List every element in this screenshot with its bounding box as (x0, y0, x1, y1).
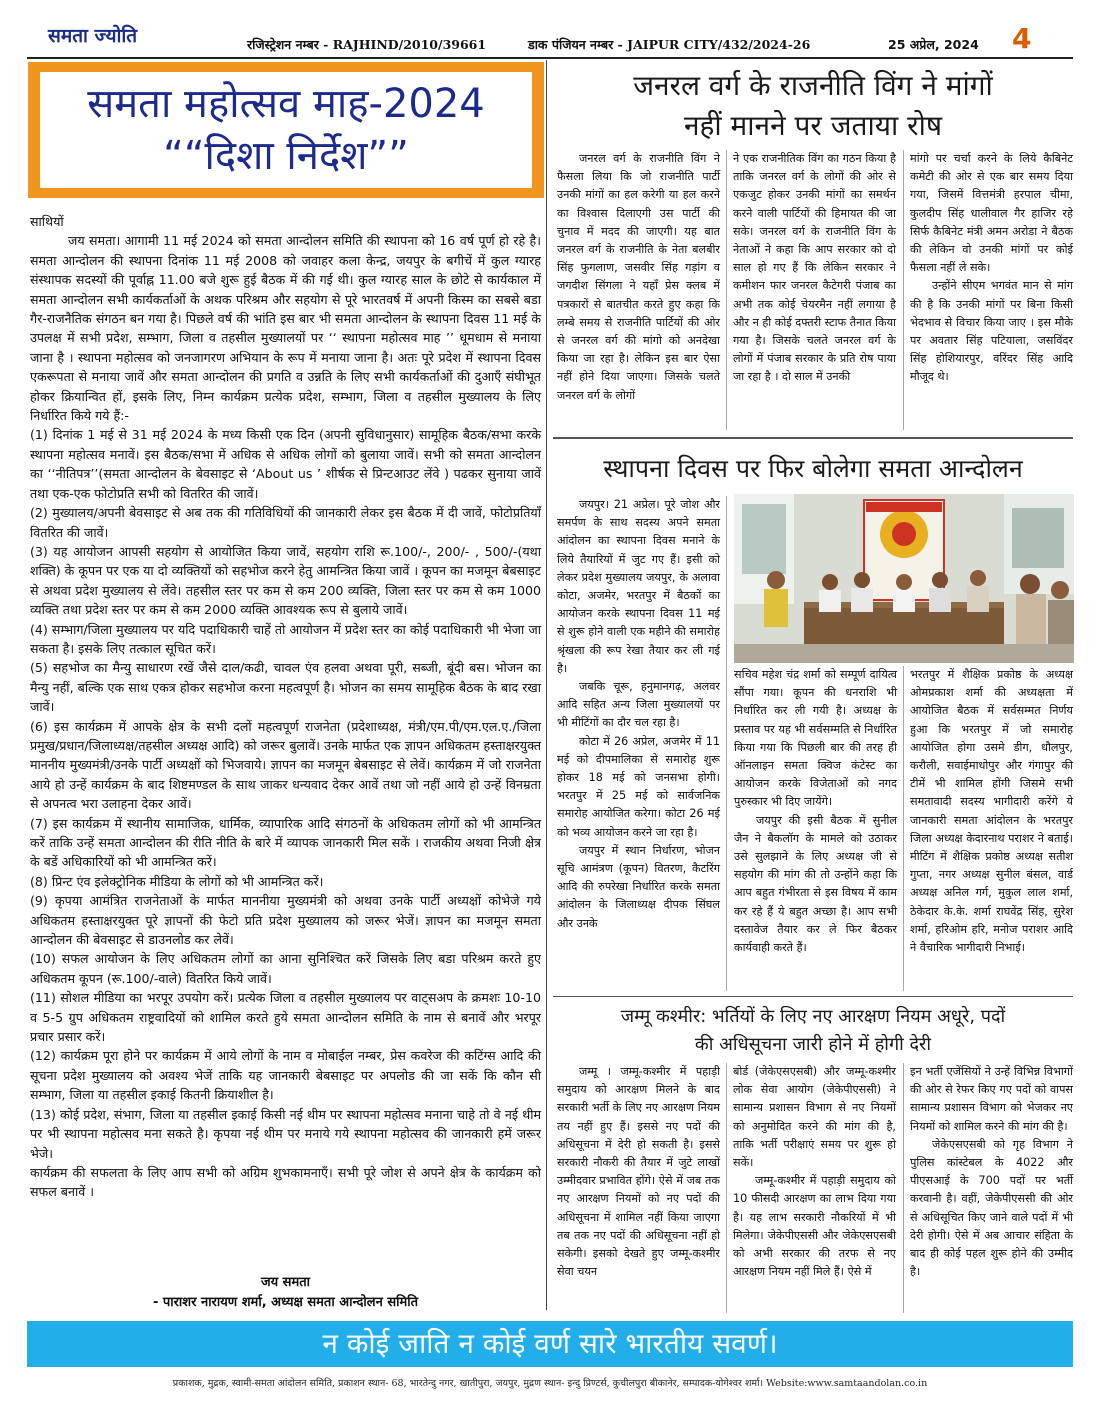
signoff-author: - पाराशर नारायण शर्मा, अध्यक्ष समता आन्दोलन समिति (152, 1295, 419, 1310)
column-separator (726, 1063, 727, 1313)
point-4: (4) सम्भाग/जिला मुख्यालय पर यदि पदाधिकारी चाहें तो आयोजन में प्रदेश स्तर का कोई पदाधिकारी भी भेजा जा सकता है। इसके लिए तत्काल सूचित करें। (30, 621, 541, 656)
article1-col2 (733, 150, 896, 387)
article1-col2-text: ने एक राजनीतिक विंग का गठन किया है ताकि जनरल वर्ग के लोगों की ओर से एकजुट होकर उनकी मांगों का समर्थन करने वाली पार्टियों की हिमायत की जा सके। जनरल वर्ग के राजनीति विंग के नेताओं ने कहा कि आप सरकार को दो साल हो गए हैं कि लेकिन सरकार ने कमीशन फार जनरल कैटेगरी पंजाब का अभी तक कोई चेयरमैन नहीं लगाया है और न ही कोई दफ्तरी स्टाफ तैनात किया गया है। जिसके चलते जनरल वर्ग के लोगों में पंजाब सरकार के प्रति रोष पाया जा रहा है । दो साल में उनकी (733, 152, 897, 384)
point-12: (12) कार्यक्रम पूरा होने पर कार्यक्रम में आये लोगों के नाम व मोबाईल नम्बर, प्रेस कवरेज की कटिंग्स आदि की सूचना प्रदेश मुख्यालय को अवश्य भेजें ताकि यह जानकारी बेबसाइट पर अपलोड की जा सकें कि कौन सी सम्भाग, जिला या तहसील इकाई कितनी क्रियाशील है। (30, 1048, 541, 1103)
article1-col3-text-2: उन्होंने सीएम भगवंत मान से मांग की है कि उनकी मांगों पर बिना किसी भेदभाव से विचार किया जाए । इस मौके पर अवतार सिंह पटियाला, जसविंदर सिंह होशियारपुर, वरिंदर सिंह आदि मौजूद थे। (910, 279, 1073, 384)
postal-registration: डाक पंजियन नम्बर - JAIPUR CITY/432/2024-26 (528, 37, 811, 52)
article3-col2-text-2: जम्मू-कश्मीर में पहाड़ी समुदाय को 10 फीसदी आरक्षण का लाभ दिया गया है। यह लाभ सरकारी नौकरियों में भी मिलेगा। जेकेपीएससी और जेकेएसएसबी को अभी सरकार की तरफ से नए आरक्षण नियम नहीं मिले हैं। ऐसे में (733, 1174, 896, 1279)
article2-col3 (910, 666, 1073, 957)
article3-col1-text: जम्मू । जम्मू-कश्मीर में पहाड़ी समुदाय को आरक्षण मिलने के बाद सरकारी भर्ती के लिए नए आरक्षण नियम तय नहीं हुए हैं। इससे नए पदों की अधिसूचना में देरी हो सकती है। इससे सरकारी नौकरी की तैयार में जुटे लाखों उम्मीदवार प्रभावित होंगे। ऐसे में जब तक नए आरक्षण नियमों को नए पदों की अधिसूचना में शामिल नहीं किया जाएगा तब तक नए पदों की अधिसूचना नहीं हो सकेगी। इसको देखते हुए जम्मू-कश्मीर सेवा चयन (557, 1065, 720, 1279)
article2-col1-text-2: जबकि चूरू, हनुमानगढ़, अलवर आदि सहित अन्य जिला मुख्यालयों पर भी मीटिंगों का दौर चल रहा है। (557, 680, 720, 730)
article3-col3 (910, 1063, 1073, 1281)
article3-headline-line1: जम्मू कश्मीर: भर्तियों के लिए नए आरक्षण नियम अधूरे, पदों (620, 1006, 1006, 1027)
column-separator (726, 150, 727, 430)
point-1: (1) दिनांक 1 मई से 31 मई 2024 के मध्य किसी एक दिन (अपनी सुविधानुसार) सामूहिक बैठक/सभा करके स्थापना महोत्सव मनावें। इस बैठक/सभा में अधिक से अधिक लोगों को बुलाया जावें। सभी को समता आन्दोलन का ‘‘नीतिपत्र’’(समता आन्दोलन के बेवसाइट से ‘About us ’ शीर्षक से प्रिन्टआउट लेंवे ) पढकर सुनाया जावें तथा एक-एक फोटोप्रति सभी को वितरित की जावें। (30, 427, 541, 501)
article3-headline-line2: की अधिसूचना जारी होने में होगी देरी (694, 1034, 932, 1055)
slogan-text: न कोई जाति न कोई वर्ण सारे भारतीय सवर्ण। (322, 1327, 778, 1360)
title-line-2: ““दिशा निर्देश”” (163, 133, 409, 179)
article3-headline (552, 1003, 1074, 1059)
article2-col3-text: भरतपुर में शैक्षिक प्रकोष्ठ के अध्यक्ष ओमप्रकाश शर्मा की अध्यक्षता में आयोजित बैठक में सर्वसम्मत निर्णय हुआ कि भरतपुर में जो समारोह आयोजित होगा उसमे डीग, धौलपुर, करौली, सवाईमाधोपुर और गंगापुर की टीमें भी शामिल होंगी जिसमे सभी समतावादी सदस्य भागीदारी करेंगे ये जानकारी समता आंदोलन के भरतपुर जिला अध्यक्ष केदारनाथ पराशर ने बताई। मीटिंग में शैक्षिक प्रकोष्ठ अध्यक्ष सतीश गुप्ता, नगर अध्यक्ष सुनील बंसल, वार्ड अध्यक्ष अनिल गर्ग, मुकुल लाल शर्मा, ठेकेदार के.के. शर्मा राघवेंद्र सिंह, सुरेश शर्मा, हरिओम हरि, मनोज पराशर आदि ने वैचारिक भागीदारी निभाई। (910, 668, 1073, 955)
article1-col1-text: जनरल वर्ग के राजनीति विंग ने फैसला लिया कि जो राजनीति पार्टी उनकी मांगों का हल करेगी या हल करने का विश्वास दिलाएगी उस पार्टी की चुनाव में मदद की जाएगी। यह बात जनरल वर्ग के राजनीति के नेता बलबीर सिंह फुगलाण, जसवीर सिंह गड़ांग व जगदीश सिंगला ने यहाँ प्रेस क्लब में पत्रकारों से बातचीत करते हुए कहा कि लम्बे समय से राजनीति पार्टियों की ओर से जनरल वर्ग की मांगो को अनदेखा किया जा रहा है। लेकिन इस बार ऐसा नहीं होने दिया जाएगा। जिसके चलते जनरल वर्ग के लोगों (557, 152, 720, 402)
article2-col1-text-1: जयपुर। 21 अप्रेल। पूरे जोश और समर्पण के साथ सदस्य अपने समता आंदोलन का स्थापना दिवस मनाने के लिये तैयारियों में जुट गए हैं। इसी को लेकर प्रदेश मुख्यालय जयपुर, के अलावा कोटा, अजमेर, भरतपुर में बैठकों का आयोजन करके स्थापना दिवस 11 मई से शुरू होने वाली एक महीने की समारोह श्रृंखला की रूप रेखा तैयार कर ली गई है। (557, 498, 720, 675)
title-box (40, 72, 532, 188)
article2-col1-text-3: कोटा में 26 अप्रेल, अजमेर में 11 मई को दीपमालिका से समारोह शुरू होकर 18 मई को जनसभा होगी। भरतपुर में 25 मई को सार्वजनिक समारोह आयोजित करेगा। कोटा 26 मई को भव्य आयोजन करने जा रहा है। (557, 734, 720, 839)
article1-headline-line2: नहीं मानने पर जताया रोष (683, 109, 943, 142)
article2-col1 (557, 496, 720, 933)
publisher-footer: प्रकाशक, मुद्रक, स्वामी-समता आंदोलन समिति, प्रकाशन स्थान- 68, भारतेन्दु नगर, खातीपुरा, जयपुर, मुद्रण स्थान- इन्दु प्रिण्टर्स, कुचीलपुरा बीकानेर, सम्पादक-योगेश्वर शर्मा। Website:www.samtaandolan.co.in (172, 1378, 928, 1389)
signoff-greeting: जय समता (260, 1275, 311, 1290)
point-2: (2) मुख्यालय/अपनी बेवसाइट से अब तक की गतिविधियों की जानकारी लेकर इस बैठक में दी जावें, फोटोप्रतियाँ वितरित की जावें। (30, 505, 541, 540)
signoff (30, 1273, 541, 1313)
point-3: (3) यह आयोजन आपसी सहयोग से आयोजित किया जावें, सहयोग राशि रू.100/-, 200/- , 500/-(यथा शक्ति) के कूपन पर एक या दो व्यक्तियों को सहभोज करने हेतु आमन्त्रित किया जावें । कूपन का मजमून बेबसाइट से अथवा प्रदेश मुख्यालय से लेंवे। तहसील स्तर पर कम से कम 200 व्यक्ति, जिला स्तर पर कम से कम 1000 व्यक्ति तथा प्रदेश स्तर पर कम से कम 2000 व्यक्ति आवश्यक रूप से बुलाये जावें। (30, 543, 541, 618)
article1-headline (552, 66, 1074, 146)
page-number: 4 (1012, 22, 1032, 55)
article1-col3-text: मांगो पर चर्चा करने के लिये कैबिनेट कमेटी की ओर से एक बार समय दिया गया, जिसमें वित्तमंत्री हरपाल चीमा, कुलदीप सिंह धालीवाल गैर हाजिर रहे सिर्फ कैबिनेट मंत्री अमन अरोडा ने बैठक की लेकिन वो उनकी मांगों पर कोई फैसला नहीं ले सके। (910, 152, 1073, 275)
header-divider (27, 57, 1073, 59)
point-9: (9) कृपया आमंत्रित राजनेताओं के मार्फत माननीया मुख्यमंत्री को अथवा उनके पार्टी अध्यक्षों कोभेजे गये अधिकतम हस्ताक्षरयुक्त पूरे ज्ञापनों की फेटो प्रति प्रदेश मुख्यालय को जरूर भेजें। ज्ञापन का मजमून समता आन्दोलन की बेवसाइट से डाउनलोड कर लेवें। (30, 893, 541, 948)
article3-col1 (557, 1063, 720, 1281)
article1-col1 (557, 150, 720, 405)
article3-col3-text-1: इन भर्ती एजेंसियों ने उन्हें विभिन्न विभागों की ओर से रेफर किए गए पदों को वापस सामान्य प्रशासन विभाग को भेजकर नए नियमों को शामिल करने की मांग की है। (910, 1065, 1073, 1133)
column-separator (903, 1063, 904, 1313)
point-11: (11) सोशल मीडिया का भरपूर उपयोग करें। प्रत्येक जिला व तहसील मुख्यालय पर वाट्सअप के क्रमशः 10-10 व 5-5 ग्रुप अधिकतम राष्ट्रवादियों को शामिल करते हुये समता आन्दोलन समिति के नाम से बनावें और भरपूर प्रचार प्रसार करें। (30, 990, 541, 1045)
point-13: (13) कोई प्रदेश, संभाग, जिला या तहसील इकाई किसी नई थीम पर स्थापना महोत्सव मनाना चाहे तो वे नई थीम पर भी स्थापना महोत्सव मना सकते है। कृपया नई थीम पर मनाये गये स्थापना महोत्सव की जानकारी हमें जरूर भेजे। (30, 1106, 541, 1161)
column-separator (903, 666, 904, 991)
issue-date: 25 अप्रेल, 2024 (888, 37, 979, 52)
closing-paragraph: कार्यक्रम की सफलता के लिए आप सभी को अग्रिम शुभकामनाएँ। सभी पूरे जोश से अपने क्षेत्र के कार्यक्रम को सफल बनावें । (30, 1164, 541, 1200)
article1-headline-line1: जनरल वर्ग के राजनीति विंग ने मांगों (633, 69, 993, 102)
point-5: (5) सहभोज का मैन्यु साधारण रखें जैसे दाल/कढी, चावल एंव हलवा अथवा पूरी, सब्जी, बूंदी बस। भोजन का मैन्यु नहीं, बल्कि एक साथ एकत्र होकर सहभोज करना महत्वपूर्ण है। भोजन का समय सामूहिक बैठक के बाद रखा जावें। (30, 660, 541, 715)
article2-headline: स्थापना दिवस पर फिर बोलेगा समता आन्दोलन (603, 454, 1023, 483)
salutation: साथियों (30, 214, 64, 229)
column-separator (903, 150, 904, 430)
article2-col1-text-4: जयपुर में स्थान निर्धारण, भोजन सूचि आमंत्रण (कूपन) वितरण, कैटरिंग आदि की रुपरेखा निर्धारित करके समता आंदोलन के जिलाध्यक्ष दीपक सिंघल और उनके (557, 843, 720, 930)
article2-col2 (734, 666, 897, 957)
point-8: (8) प्रिन्ट एंव इलेक्ट्रोनिक मीडिया के लोगों को भी आमन्त्रित करें। (30, 873, 324, 889)
column-separator (726, 496, 727, 991)
article2-col2-text-1: सचिव महेश चंद्र शर्मा को सम्पूर्ण दायित्व सौंपा गया। कूपन की धनराशि भी निर्धारित कर ली गयी है। अध्यक्ष के प्रस्ताव पर यह भी सर्वसम्मति से निर्धारित किया गया कि पिछली बार की तरह ही ऑनलाइन समता क्विज कंटेस्ट का आयोजन करके विजेताओं को नगद पुरुस्कार भी दिए जायेंगे। (734, 668, 897, 809)
intro-paragraph: जय समता। आगामी 11 मई 2024 को समता आन्दोलन समिति की स्थापना को 16 वर्ष पूर्ण हो रहे है। समता आन्दोलन की स्थापना दिनांक 11 मई 2008 को जवाहर कला केन्द्र, जयपुर के बगीचें में कुल ग्यारह संस्थापक सदस्यों की पूर्वाह्न 11.00 बजे शुरू हुई बैठक में की गई थी। कुल ग्यारह साल के छोटे से कार्यकाल में समता आन्दोलन सभी कार्यकर्ताओं के अथक परिश्रम और सहयोग से पूरे भारतवर्ष में अपनी किस्म का सबसे बडा गैर-राजनैतिक संगठन बन गया है। पिछले वर्ष की भांति इस बार भी समता आन्दोलन के स्थापना दिवस 11 मई के उपलक्ष में सभी प्रदेश, सम्भाग, जिला व तहसील मुख्यालयों पर ‘‘ स्थापना महोत्सव माह ’’ धूमधाम से मनाया जाना है । स्थापना महोत्सव को जनजागरण अभियान के रूप में मनाया जाना है। अतः पूरे प्रदेश में स्थापना दिवस एकरूपता से मनाया जावें और समता आन्दोलन की प्रगति व उन्नति के लिए सभी कार्यकर्ताओं की दुआएँ संघीभूत होकर क्रियान्वित हों, इसके लिए, निम्न कार्यक्रम प्रत्येक प्रदेश, सम्भाग, जिला व तहसील मुख्यालय के लिए निर्धारित किये गये हैं:- (30, 233, 541, 424)
column-divider (546, 60, 547, 1310)
point-10: (10) सफल आयोजन के लिए अधिकतम लोगों का आना सुनिश्चित करें जिसके लिए बडा परिश्रम करते हुए अधिकतम कूपन (रू.100/-वाले) वितरित किये जावें। (30, 951, 541, 986)
article2-col2-text-2: जयपुर की इसी बैठक में सुनील जैन ने बैकलॉग के मामले को उठाकर उसे सुलझाने के लिए अध्यक्ष जी से सहयोग की मांग की तो उन्होंने कहा कि आप बहुत गंभीरता से इस विषय में काम कर रहे हैं ये बहुत अच्छा है। आप सभी दस्तावेज तैयार कर ले फिर बैठकर कार्यवाही करते हैं। (734, 813, 897, 955)
title-line-1: समता महोत्सव माह-2024 (87, 81, 485, 127)
article-divider (553, 437, 1073, 439)
article3-col2 (733, 1063, 896, 1281)
article3-col2-text-1: बोर्ड (जेकेएसएसबी) और जम्मू-कश्मीर लोक सेवा आयोग (जेकेपीएससी) ने सामान्य प्रशासन विभाग से नए नियमों को अनुमोदित करने की मांग की है, ताकि भर्ती परीक्षाएं समय पर शुरू हो सकें। (733, 1065, 896, 1170)
point-6: (6) इस कार्यक्रम में आपके क्षेत्र के सभी दलों महत्वपूर्ण राजनेता (प्रदेशाध्यक्ष, मंत्री/एम.पी/एम.एल.ए./जिला प्रमुख/प्रधान/जिलाध्यक्ष/तहसील अध्यक्ष आदि) को जरूर बुलावें। उनके मार्फत एक ज्ञापन अधिकतम हस्ताक्षरयुक्त माननीय मुख्यमंत्री/उनके पार्टी अध्यक्षों को भिजवाये। ज्ञापन का मजमून बेबसाइट से लेवें। कार्यक्रम में जो राजनेता आये हो उन्हें कार्यक्रम के बाद शिष्टमण्डल के साथ जाकर धन्यवाद देकर आवें तथा जो नहीं आये हो उन्हें विनम्रता से अपनत्व भरा उलाहना देकर आवें। (30, 718, 541, 812)
meeting-photo (734, 494, 1074, 663)
directive-body (30, 212, 541, 1202)
point-7: (7) इस कार्यक्रम में स्थानीय सामाजिक, धार्मिक, व्यापारिक आदि संगठनों के अधिकतम लोगों को भी आमन्त्रित करें ताकि उन्हें समता आन्दोलन की रीति नीति के बारे में व्यापक जानकारी मिल सकें । राजकीय अथवा निजी क्षेत्र के बडें अधिकारियों को भी आमन्त्रित करें। (30, 815, 541, 870)
masthead-title: समता ज्योति (48, 25, 138, 47)
article-divider (553, 996, 1073, 997)
article3-col3-text-2: जेकेएसएसबी को गृह विभाग ने पुलिस कांस्टेबल के 4022 और पीएसआई के 700 पदों पर भर्ती करवानी है। वहीं, जेकेपीएससी की ओर से अधिसूचित किए जाने वाले पदों में भी देरी होगी। ऐसे में अब आचार संहिता के बाद ही कोई पहल शुरू होने की उम्मीद है। (910, 1137, 1073, 1279)
article1-col3 (910, 150, 1073, 387)
registration-number: रजिस्ट्रेशन नम्बर - RAJHIND/2010/39661 (247, 37, 487, 52)
